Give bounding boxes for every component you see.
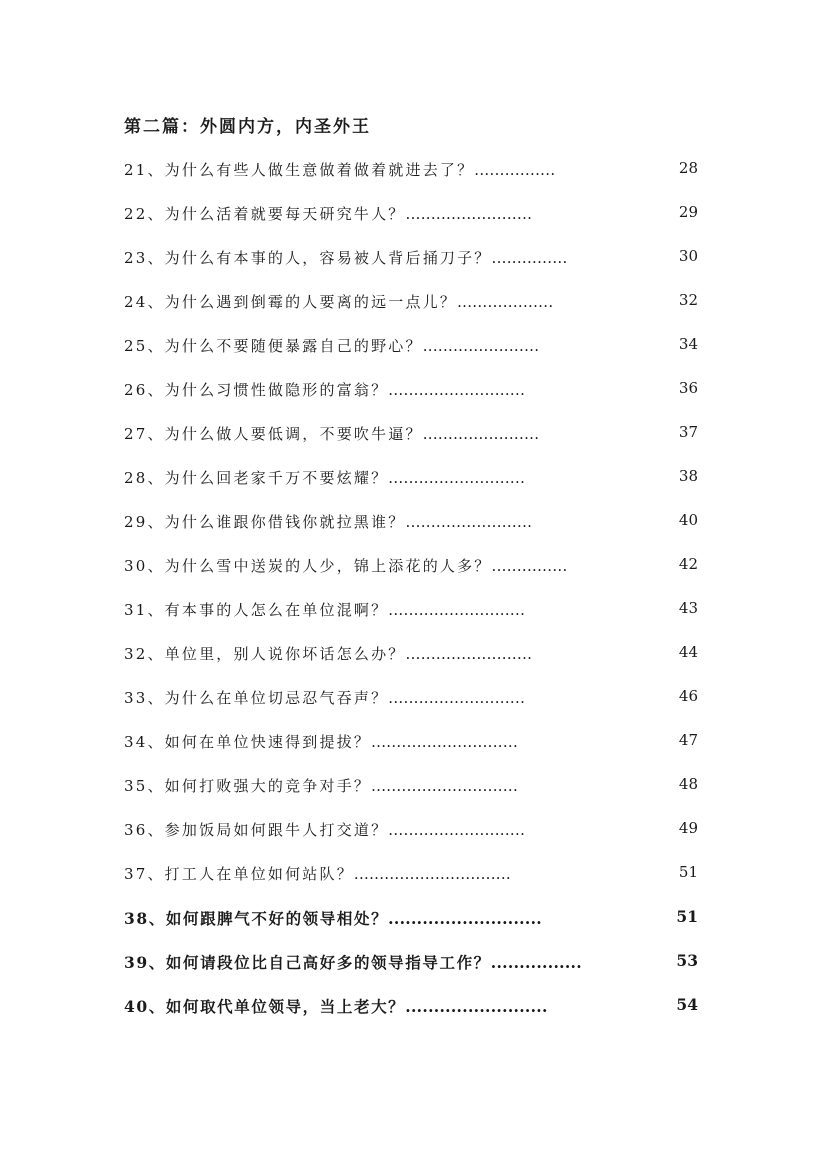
toc-page-number: 47 [678, 731, 698, 749]
toc-entry[interactable] [124, 677, 698, 721]
toc-leader-dots: ......................... [405, 513, 533, 531]
toc-leader-dots: ....................... [422, 425, 540, 443]
toc-entry[interactable] [124, 985, 698, 1029]
toc-leader-dots: ............... [491, 249, 568, 267]
toc-entry-text: 27、为什么做人要低调，不要吹牛逼？ [124, 425, 423, 443]
toc-leader-dots: ............................. [371, 733, 519, 751]
toc-leader-dots: ......................... [405, 997, 548, 1016]
toc-entry-title [124, 335, 539, 356]
toc-page-number: 43 [678, 599, 698, 617]
toc-page-number: 54 [676, 995, 698, 1014]
toc-page-number: 51 [678, 863, 698, 881]
toc-page-number: 42 [678, 555, 698, 573]
toc-leader-dots: ........................... [388, 909, 542, 928]
toc-entry[interactable] [124, 897, 698, 941]
toc-leader-dots: ........................... [388, 821, 526, 839]
toc-entry-title [124, 907, 542, 929]
toc-entry[interactable] [124, 237, 698, 281]
toc-leader-dots: ........................... [388, 469, 526, 487]
toc-entry-title [124, 247, 568, 268]
toc-page-number: 38 [678, 467, 698, 485]
toc-entry-text: 28、为什么回老家千万不要炫耀？ [124, 469, 389, 487]
table-of-contents [124, 149, 698, 1029]
toc-entry-title [124, 775, 518, 796]
toc-page-number: 36 [678, 379, 698, 397]
toc-entry-title [124, 687, 525, 708]
toc-leader-dots: ......................... [405, 645, 533, 663]
toc-leader-dots: ................ [490, 953, 582, 972]
toc-entry-text: 25、为什么不要随便暴露自己的野心？ [124, 337, 423, 355]
toc-entry[interactable] [124, 457, 698, 501]
toc-entry[interactable] [124, 149, 698, 193]
toc-leader-dots: ................ [474, 161, 556, 179]
toc-page-number: 28 [678, 159, 698, 177]
toc-entry-text: 38、如何跟脾气不好的领导相处？ [124, 909, 389, 928]
toc-entry-text: 34、如何在单位快速得到提拔？ [124, 733, 372, 751]
toc-entry-text: 22、为什么活着就要每天研究牛人？ [124, 205, 406, 223]
toc-entry-title [124, 511, 532, 532]
toc-page-number: 30 [678, 247, 698, 265]
toc-leader-dots: ............... [491, 557, 568, 575]
toc-leader-dots: ....................... [422, 337, 540, 355]
toc-page-number: 32 [678, 291, 698, 309]
toc-entry[interactable] [124, 501, 698, 545]
toc-entry[interactable] [124, 633, 698, 677]
toc-entry-text: 23、为什么有本事的人，容易被人背后捅刀子？ [124, 249, 492, 267]
toc-entry-text: 21、为什么有些人做生意做着做着就进去了？ [124, 161, 475, 179]
toc-leader-dots: ......................... [405, 205, 533, 223]
toc-page-number: 51 [676, 907, 698, 926]
toc-entry[interactable] [124, 853, 698, 897]
toc-entry-title [124, 643, 532, 664]
toc-entry-title [124, 995, 548, 1017]
toc-entry[interactable] [124, 281, 698, 325]
toc-entry-text: 36、参加饭局如何跟牛人打交道？ [124, 821, 389, 839]
toc-entry-title [124, 599, 525, 620]
toc-page-number: 37 [678, 423, 698, 441]
toc-page-number: 49 [678, 819, 698, 837]
toc-page-number: 46 [678, 687, 698, 705]
toc-leader-dots: ............................. [371, 777, 519, 795]
toc-entry-title [124, 203, 532, 224]
toc-entry[interactable] [124, 941, 698, 985]
toc-leader-dots: ................... [457, 293, 554, 311]
toc-entry-text: 30、为什么雪中送炭的人少，锦上添花的人多？ [124, 557, 492, 575]
toc-page-number: 53 [676, 951, 698, 970]
toc-page-number: 48 [678, 775, 698, 793]
toc-entry-text: 37、打工人在单位如何站队？ [124, 865, 354, 883]
toc-entry[interactable] [124, 325, 698, 369]
toc-entry-text: 35、如何打败强大的竞争对手？ [124, 777, 372, 795]
toc-entry-text: 24、为什么遇到倒霉的人要离的远一点儿？ [124, 293, 458, 311]
toc-leader-dots: ........................... [388, 689, 526, 707]
toc-leader-dots: ........................... [388, 381, 526, 399]
section-title: 第二篇：外圆内方，内圣外王 [124, 117, 371, 137]
toc-entry-text: 29、为什么谁跟你借钱你就拉黑谁？ [124, 513, 406, 531]
toc-entry-text: 39、如何请段位比自己高好多的领导指导工作？ [124, 953, 491, 972]
toc-entry-title [124, 731, 518, 752]
toc-entry[interactable] [124, 809, 698, 853]
toc-entry-title [124, 379, 525, 400]
toc-entry[interactable] [124, 413, 698, 457]
toc-page-number: 40 [678, 511, 698, 529]
toc-entry-title [124, 819, 525, 840]
toc-entry[interactable] [124, 721, 698, 765]
toc-entry-title [124, 951, 582, 973]
toc-entry[interactable] [124, 765, 698, 809]
toc-entry[interactable] [124, 545, 698, 589]
toc-page-number: 29 [678, 203, 698, 221]
toc-entry[interactable] [124, 589, 698, 633]
toc-entry-title [124, 555, 568, 576]
toc-entry-text: 31、有本事的人怎么在单位混啊？ [124, 601, 389, 619]
toc-page-number: 44 [678, 643, 698, 661]
toc-entry-title [124, 863, 511, 884]
toc-leader-dots: ........................... [388, 601, 526, 619]
toc-entry-text: 26、为什么习惯性做隐形的富翁？ [124, 381, 389, 399]
toc-entry[interactable] [124, 369, 698, 413]
toc-entry[interactable] [124, 193, 698, 237]
toc-entry-text: 32、单位里，别人说你坏话怎么办？ [124, 645, 406, 663]
toc-entry-text: 33、为什么在单位切忌忍气吞声？ [124, 689, 389, 707]
toc-entry-title [124, 291, 553, 312]
toc-page-number: 34 [678, 335, 698, 353]
toc-leader-dots: ............................... [353, 865, 512, 883]
toc-entry-title [124, 159, 555, 180]
toc-entry-text: 40、如何取代单位领导，当上老大？ [124, 997, 406, 1016]
toc-entry-title [124, 467, 525, 488]
toc-entry-title [124, 423, 539, 444]
